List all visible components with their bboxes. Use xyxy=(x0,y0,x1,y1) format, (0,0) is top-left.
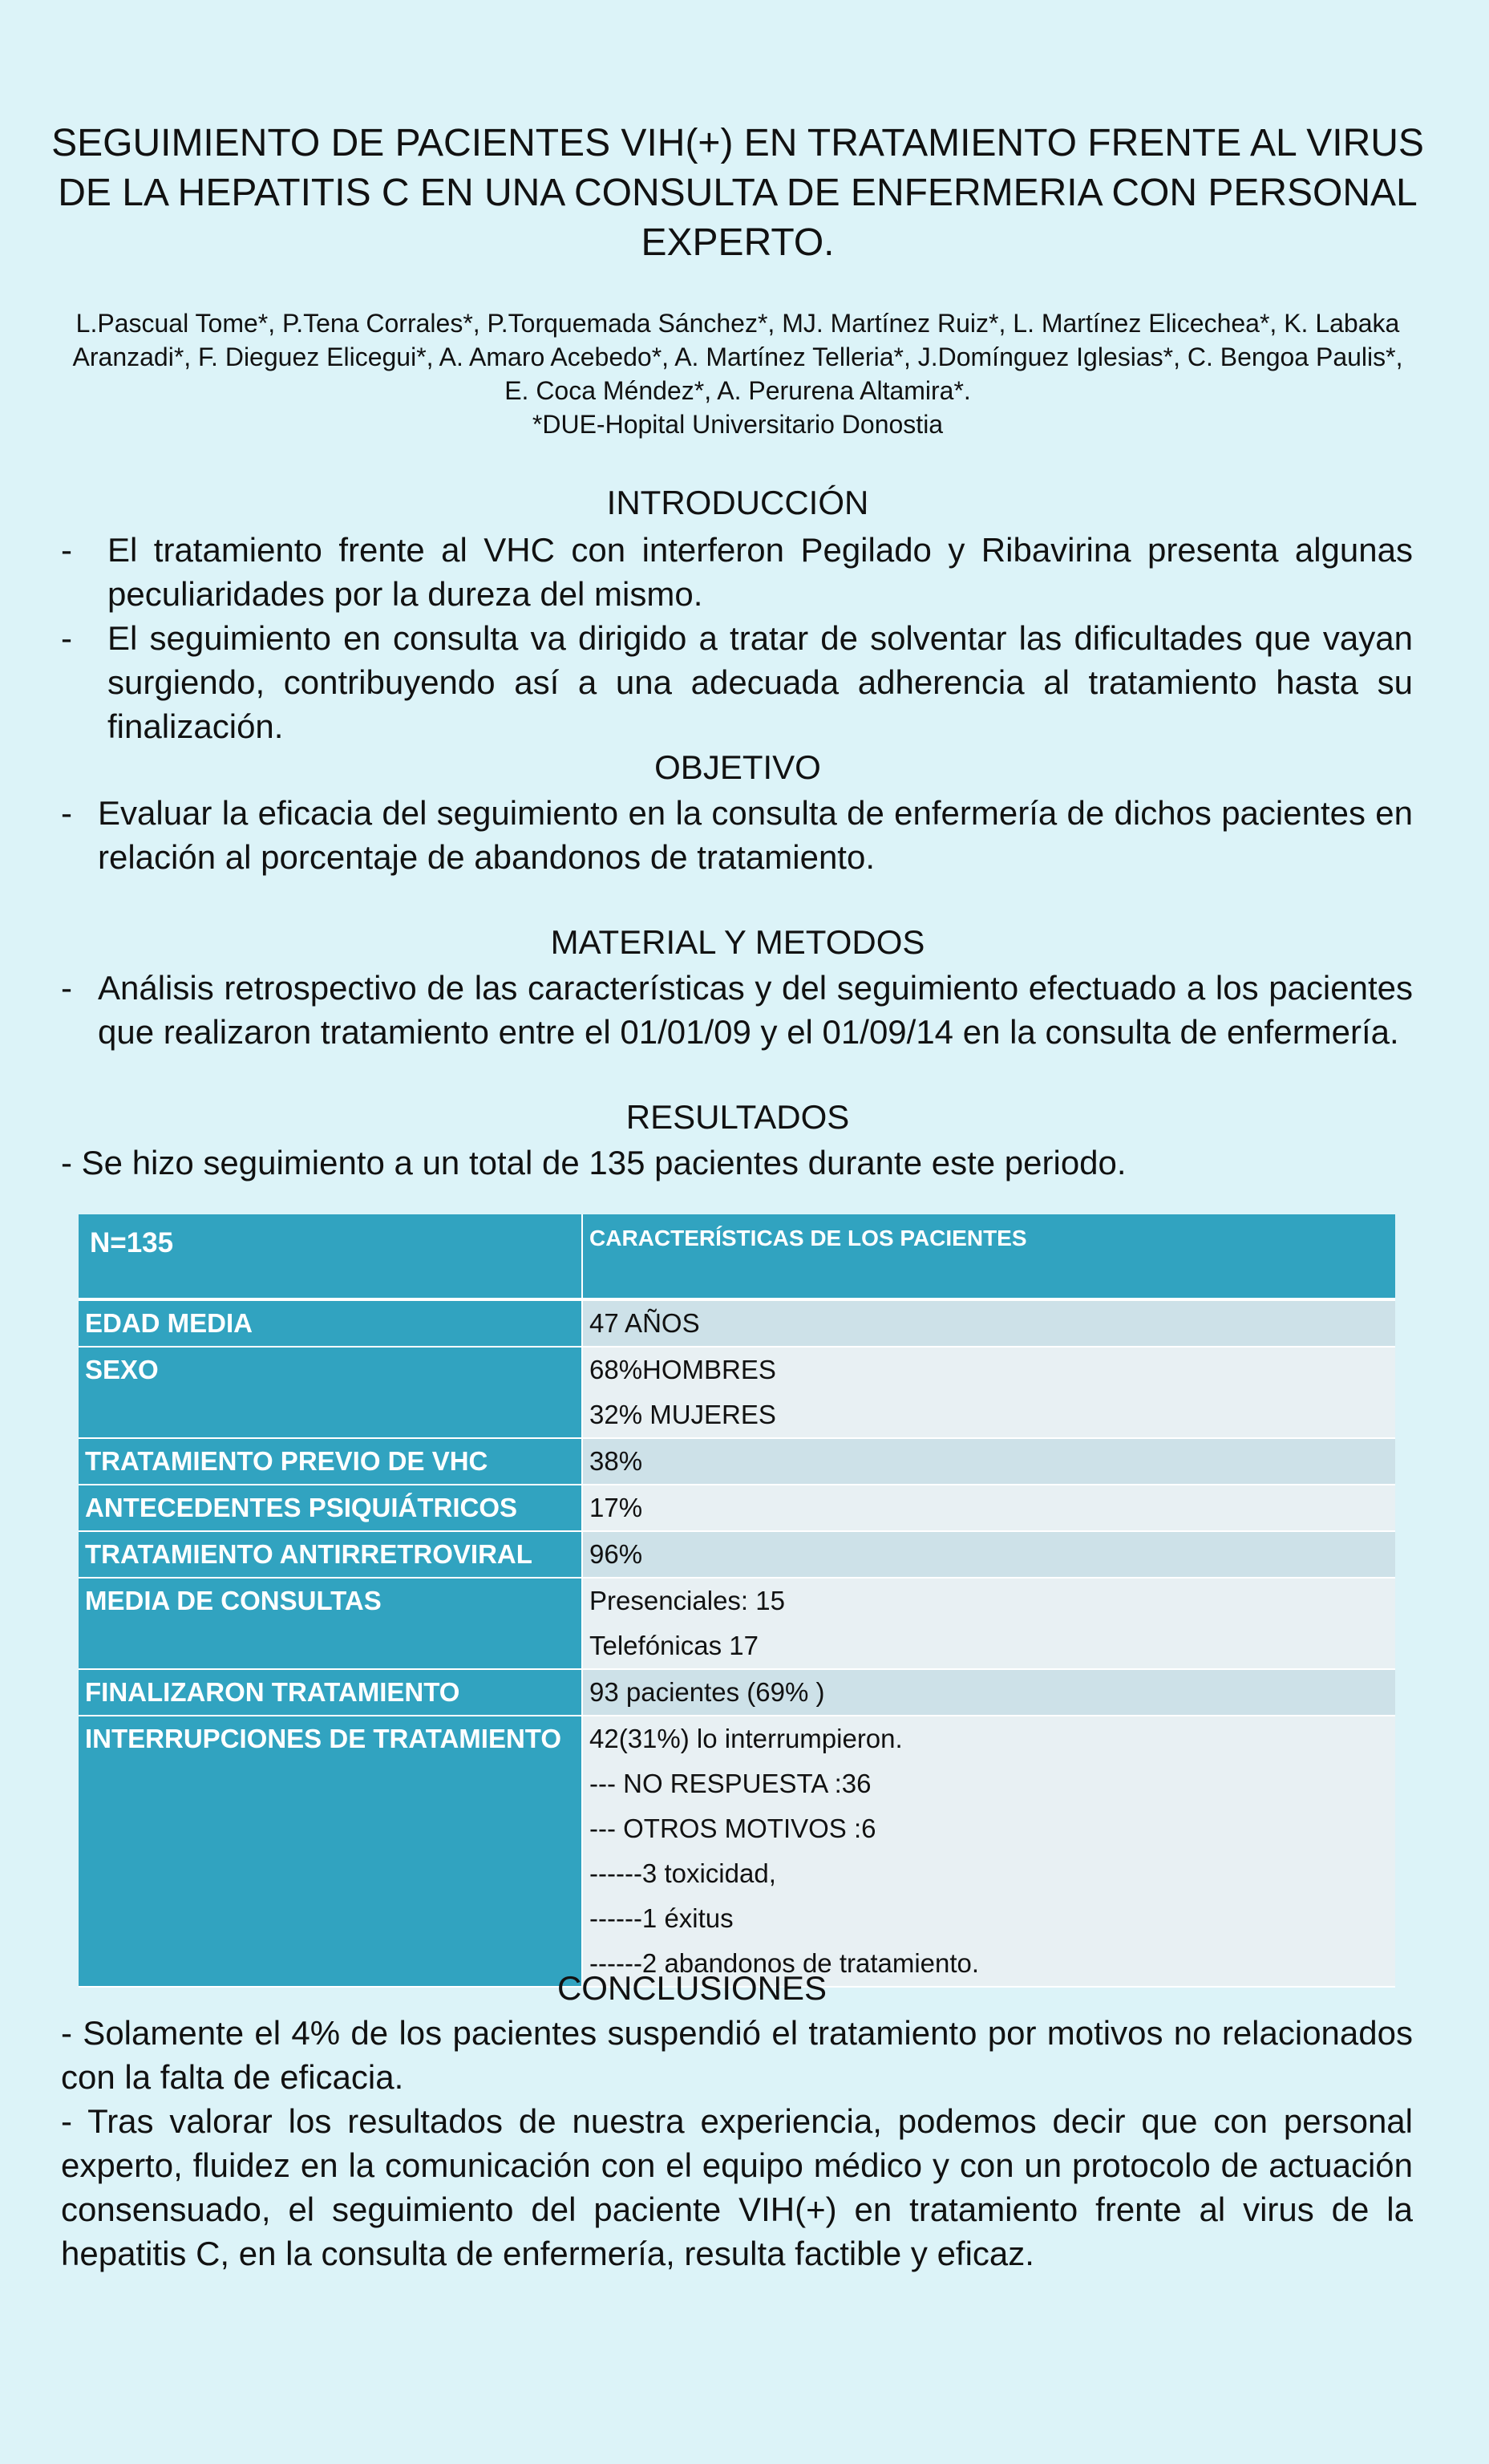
list-item: - Análisis retrospectivo de las características y del seguimiento efectuado a los pacientes que realizaron tratamiento entre el 01/01/09 y el 01/09/14 en la consulta de enfermería. xyxy=(56,966,1413,1054)
row-label: SEXO xyxy=(79,1347,582,1438)
row-value xyxy=(582,1578,1395,1669)
value-line: --- NO RESPUESTA :36 xyxy=(589,1769,872,1798)
row-label: INTERRUPCIONES DE TRATAMIENTO xyxy=(79,1716,582,1987)
introduccion-list xyxy=(56,528,1413,748)
resultados-heading: RESULTADOS xyxy=(625,1098,850,1136)
authors-list: L.Pascual Tome*, P.Tena Corrales*, P.Torquemada Sánchez*, MJ. Martínez Ruiz*, L. Martínez Elicechea*, K. Labaka Aranzadi*, F. Dieguez Elicegui*, A. Amaro Acebedo*, A. Martínez Telleria*, J.Domínguez Iglesias*, C. Bengoa Paulis*, E. Coca Méndez*, A. Perurena Altamira*. xyxy=(72,309,1403,405)
conclusion-paragraph: - Tras valorar los resultados de nuestra experiencia, podemos decir que con personal experto, fluidez en la comunicación con el equipo médico y con un protocolo de actuación consensuado, el seguimiento del paciente VIH(+) en tratamiento frente al virus de la hepatitis C, en la consulta de enfermería, resulta factible y eficaz. xyxy=(61,2102,1413,2272)
resultados-summary: - Se hizo seguimiento a un total de 135 pacientes durante este periodo. xyxy=(61,1144,1127,1181)
list-item: - El seguimiento en consulta va dirigido a tratar de solventar las dificultades que vayan surgiendo, contribuyendo así a una adecuada adherencia al tratamiento hasta su finalización. xyxy=(56,616,1413,748)
conclusiones-heading: CONCLUSIONES xyxy=(556,1969,827,2007)
table-row xyxy=(79,1578,1395,1669)
value-line: 38% xyxy=(589,1446,643,1476)
row-value xyxy=(582,1299,1395,1347)
material-list xyxy=(56,966,1413,1054)
table-row xyxy=(79,1669,1395,1716)
patient-characteristics-table xyxy=(79,1214,1395,1988)
value-line: 17% xyxy=(589,1493,643,1522)
authors-block xyxy=(64,306,1411,441)
row-value xyxy=(582,1485,1395,1531)
row-label: MEDIA DE CONSULTAS xyxy=(79,1578,582,1669)
row-value xyxy=(582,1347,1395,1438)
value-line: 96% xyxy=(589,1539,643,1569)
table-header-characteristics: CARACTERÍSTICAS DE LOS PACIENTES xyxy=(582,1214,1395,1299)
row-value xyxy=(582,1669,1395,1716)
introduccion-heading: INTRODUCCIÓN xyxy=(606,484,869,521)
table-row xyxy=(79,1485,1395,1531)
objetivo-list xyxy=(56,791,1413,879)
value-line: ------3 toxicidad, xyxy=(589,1858,776,1888)
row-value xyxy=(582,1531,1395,1578)
row-label: TRATAMIENTO PREVIO DE VHC xyxy=(79,1438,582,1485)
conclusiones-text xyxy=(61,2011,1413,2276)
table-row xyxy=(79,1716,1395,1987)
table-body xyxy=(79,1299,1395,1987)
value-line: 47 AÑOS xyxy=(589,1308,700,1338)
affiliation: *DUE-Hopital Universitario Donostia xyxy=(532,410,944,439)
row-value xyxy=(582,1438,1395,1485)
value-line: ------1 éxitus xyxy=(589,1903,734,1933)
material-heading: MATERIAL Y METODOS xyxy=(550,923,925,961)
row-label: TRATAMIENTO ANTIRRETROVIRAL xyxy=(79,1531,582,1578)
table-row xyxy=(79,1299,1395,1347)
table-row xyxy=(79,1438,1395,1485)
table-row xyxy=(79,1531,1395,1578)
row-label: FINALIZARON TRATAMIENTO xyxy=(79,1669,582,1716)
table-header-n: N=135 xyxy=(79,1214,582,1299)
list-item: - Evaluar la eficacia del seguimiento en la consulta de enfermería de dichos pacientes en relación al porcentaje de abandonos de tratamiento. xyxy=(56,791,1413,879)
value-line: 32% MUJERES xyxy=(589,1400,776,1429)
table-header-row xyxy=(79,1214,1395,1299)
value-line: Telefónicas 17 xyxy=(589,1631,759,1660)
value-line: Presenciales: 15 xyxy=(589,1586,785,1615)
value-line: ------2 abandonos de tratamiento. xyxy=(589,1948,980,1978)
value-line: 68%HOMBRES xyxy=(589,1355,776,1384)
poster-title: SEGUIMIENTO DE PACIENTES VIH(+) EN TRATAMIENTO FRENTE AL VIRUS DE LA HEPATITIS C EN UNA CONSULTA DE ENFERMERIA CON PERSONAL EXPERTO. xyxy=(51,122,1424,264)
row-value xyxy=(582,1716,1395,1987)
value-line: 93 pacientes (69% ) xyxy=(589,1677,825,1707)
value-line: --- OTROS MOTIVOS :6 xyxy=(589,1814,876,1843)
value-line: 42(31%) lo interrumpieron. xyxy=(589,1724,903,1753)
conclusion-paragraph: - Solamente el 4% de los pacientes suspendió el tratamiento por motivos no relacionados con la falta de eficacia. xyxy=(61,2014,1413,2096)
objetivo-heading: OBJETIVO xyxy=(654,748,821,786)
table-row xyxy=(79,1347,1395,1438)
row-label: ANTECEDENTES PSIQUIÁTRICOS xyxy=(79,1485,582,1531)
row-label: EDAD MEDIA xyxy=(79,1299,582,1347)
list-item: - El tratamiento frente al VHC con interferon Pegilado y Ribavirina presenta algunas peculiaridades por la dureza del mismo. xyxy=(56,528,1413,616)
